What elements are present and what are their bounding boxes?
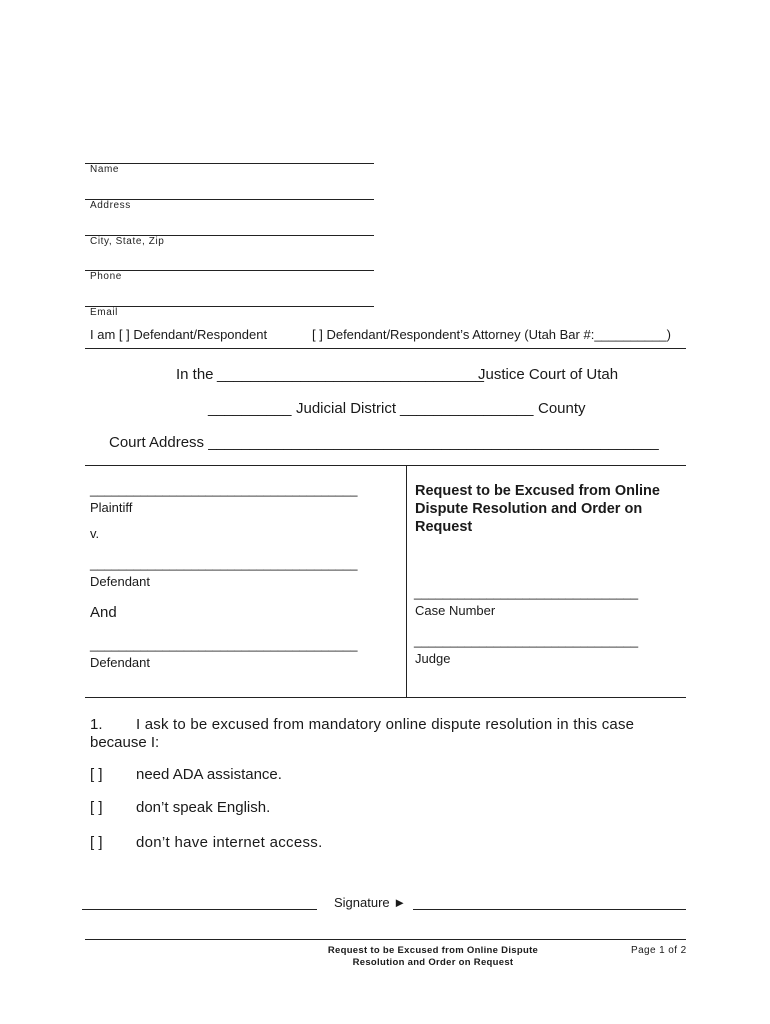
- signature-label: Signature ►: [334, 895, 407, 910]
- item1-text: I ask to be excused from mandatory online dispute resolution in this case: [136, 716, 635, 733]
- court-type: Justice Court of Utah: [478, 366, 619, 383]
- defendant2-field[interactable]: _____________________________________: [90, 637, 358, 652]
- item1-text-cont: because I:: [90, 734, 160, 751]
- item1-number: 1.: [90, 716, 103, 733]
- judicial-district-label: Judicial District: [296, 400, 397, 417]
- phone-line[interactable]: [85, 270, 374, 271]
- defendant1-label: Defendant: [90, 574, 150, 589]
- defendant2-label: Defendant: [90, 655, 150, 670]
- header-divider: [85, 348, 686, 349]
- judge-field[interactable]: _______________________________: [414, 633, 639, 648]
- option-checkbox-ada[interactable]: [ ]: [90, 766, 103, 783]
- caption-top-border: [85, 465, 686, 466]
- judge-label: Judge: [415, 651, 451, 666]
- date-line[interactable]: [82, 909, 317, 910]
- option-checkbox-internet[interactable]: [ ]: [90, 834, 103, 851]
- county-blank[interactable]: ________________: [400, 400, 534, 417]
- footer-divider: [85, 939, 686, 940]
- caption-divider: [406, 465, 407, 698]
- footer-title: [300, 945, 566, 969]
- court-line-prefix: In the: [176, 366, 214, 383]
- address-label: Address: [90, 200, 131, 211]
- district-blank[interactable]: __________: [208, 400, 292, 417]
- role-defendant-checkbox[interactable]: I am [ ] Defendant/Respondent: [90, 327, 268, 342]
- footer-title-line2: Resolution and Order on Request: [352, 957, 514, 968]
- name-label: Name: [90, 164, 120, 175]
- plaintiff-field[interactable]: _____________________________________: [90, 482, 358, 497]
- footer-title-line1: Request to be Excused from Online Dispute: [327, 945, 539, 956]
- city-state-zip-label: City, State, Zip: [90, 236, 165, 247]
- caption-bottom-border: [85, 697, 686, 698]
- plaintiff-label: Plaintiff: [90, 500, 133, 515]
- county-label: County: [538, 400, 586, 417]
- email-label: Email: [90, 307, 119, 318]
- option-label-ada: need ADA assistance.: [136, 766, 282, 783]
- court-address-field[interactable]: Court Address ______________________________________________________: [109, 434, 659, 451]
- page-number: Page 1 of 2: [631, 945, 687, 956]
- option-checkbox-english[interactable]: [ ]: [90, 799, 103, 816]
- phone-label: Phone: [90, 271, 122, 282]
- case-number-field[interactable]: _______________________________: [414, 585, 639, 600]
- option-label-english: don’t speak English.: [136, 799, 271, 816]
- signature-line[interactable]: [413, 909, 686, 910]
- case-number-label: Case Number: [415, 603, 496, 618]
- role-attorney-checkbox[interactable]: [ ] Defendant/Respondent’s Attorney (Utah Bar #:__________): [312, 327, 671, 342]
- defendant1-field[interactable]: _____________________________________: [90, 556, 358, 571]
- email-line[interactable]: [85, 306, 374, 307]
- and-label: And: [90, 604, 117, 621]
- option-label-internet: don’t have internet access.: [136, 834, 323, 851]
- court-name-blank[interactable]: ________________________________: [217, 366, 484, 383]
- name-line[interactable]: [85, 163, 374, 164]
- document-title: Request to be Excused from Online Dispute Resolution and Order on Request: [415, 483, 660, 535]
- versus-label: v.: [90, 526, 100, 541]
